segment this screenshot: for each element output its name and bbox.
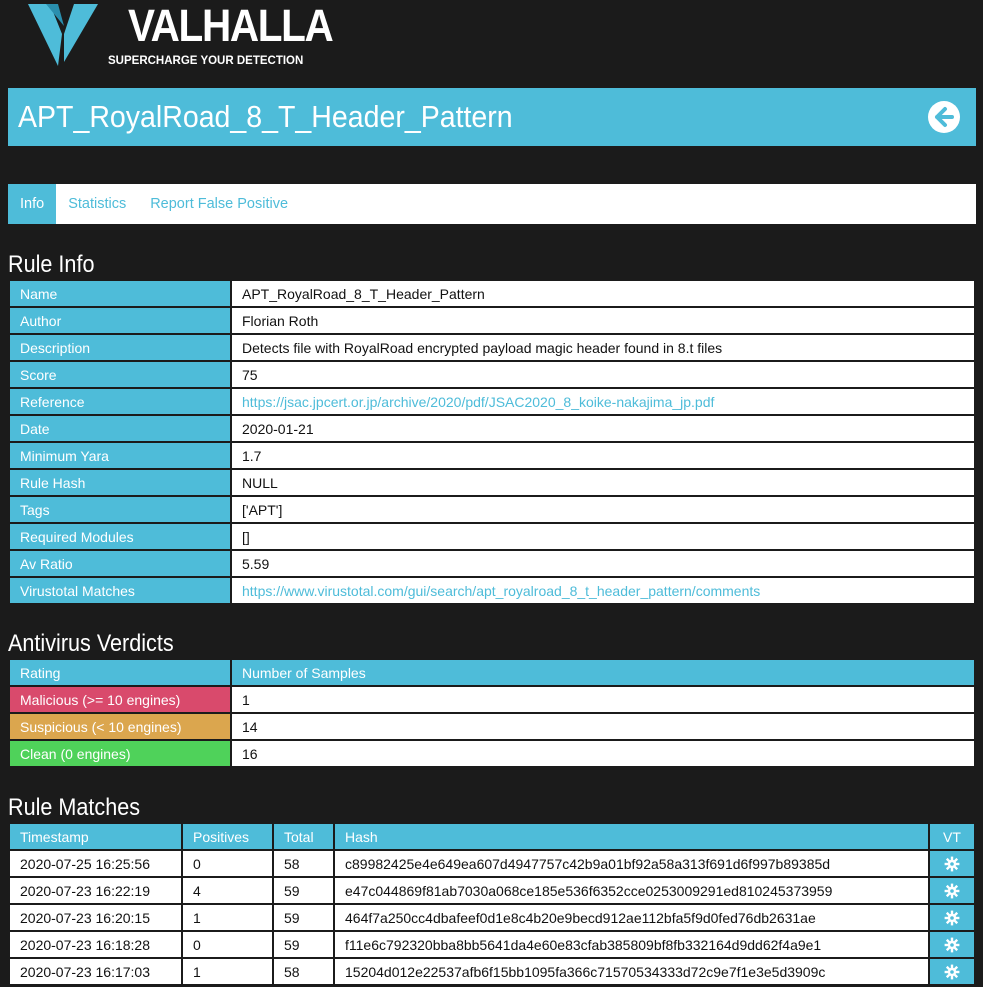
rule-info-link[interactable]: https://jsac.jpcert.or.jp/archive/2020/pdf/JSAC2020_8_koike-nakajima_jp.pdf	[242, 393, 715, 410]
match-timestamp: 2020-07-25 16:25:56	[9, 850, 182, 877]
valhalla-v-icon	[28, 4, 100, 66]
rule-info-value: 2020-01-21	[242, 420, 314, 437]
brand-tagline: SUPERCHARGE YOUR DETECTION	[108, 55, 304, 67]
rule-info-key: Av Ratio	[9, 550, 231, 577]
rule-info-value-cell	[231, 361, 975, 388]
match-total: 59	[273, 904, 334, 931]
rule-info-row	[9, 334, 975, 361]
rule-info-key: Reference	[9, 388, 231, 415]
rule-info-row	[9, 415, 975, 442]
rule-info-row	[9, 550, 975, 577]
tab-statistics[interactable]: Statistics	[68, 196, 127, 212]
rule-info-link[interactable]: https://www.virustotal.com/gui/search/apt_royalroad_8_t_header_pattern/comments	[242, 582, 761, 599]
av-sample-count: 1	[231, 686, 975, 713]
match-row	[9, 931, 975, 958]
av-rating: Malicious (>= 10 engines)	[9, 686, 231, 713]
av-verdict-row	[9, 686, 975, 713]
rule-info-key: Author	[9, 307, 231, 334]
av-verdicts-table	[8, 658, 976, 768]
rule-info-row	[9, 469, 975, 496]
column-header-total: Total	[273, 823, 334, 850]
page-title: APT_RoyalRoad_8_T_Header_Pattern	[18, 99, 513, 134]
rule-info-value-cell	[231, 496, 975, 523]
rule-matches-heading: Rule Matches	[8, 794, 141, 821]
rule-info-value: Florian Roth	[242, 312, 319, 329]
column-header-vt: VT	[929, 823, 975, 850]
match-total: 58	[273, 850, 334, 877]
rule-info-value-cell	[231, 388, 975, 415]
rule-info-row	[9, 442, 975, 469]
av-rating: Suspicious (< 10 engines)	[9, 713, 231, 740]
rule-info-value: NULL	[242, 474, 278, 491]
rule-info-value: APT_RoyalRoad_8_T_Header_Pattern	[242, 285, 485, 302]
match-hash: c89982425e4e649ea607d4947757c42b9a01bf92a58a313f691d6f997b89385d	[334, 850, 929, 877]
av-sample-count: 16	[231, 740, 975, 767]
brand-name: VALHALLA	[128, 0, 333, 51]
rule-info-row	[9, 361, 975, 388]
match-positives: 1	[182, 958, 273, 985]
gear-icon	[944, 937, 960, 953]
rule-info-key: Date	[9, 415, 231, 442]
rule-info-value-cell	[231, 334, 975, 361]
column-header-positives: Positives	[182, 823, 273, 850]
match-timestamp: 2020-07-23 16:18:28	[9, 931, 182, 958]
match-total: 59	[273, 877, 334, 904]
rule-info-value: 1.7	[242, 447, 262, 464]
rule-info-key: Name	[9, 280, 231, 307]
rule-info-value-cell	[231, 442, 975, 469]
rule-info-key: Virustotal Matches	[9, 577, 231, 604]
rule-title-bar	[8, 88, 976, 146]
match-total: 58	[273, 958, 334, 985]
rule-info-value: Detects file with RoyalRoad encrypted payload magic header found in 8.t files	[242, 339, 723, 356]
rule-info-value-cell	[231, 469, 975, 496]
rule-info-value-cell	[231, 280, 975, 307]
match-total: 59	[273, 931, 334, 958]
tab-bar	[8, 184, 976, 224]
virustotal-link-button[interactable]	[929, 931, 975, 958]
rule-info-value-cell	[231, 577, 975, 604]
rule-info-row	[9, 523, 975, 550]
valhalla-logo[interactable]	[28, 0, 333, 68]
match-hash: 464f7a250cc4dbafeef0d1e8c4b20e9becd912ae112bfa5f9d0fed76db2631ae	[334, 904, 929, 931]
match-row	[9, 850, 975, 877]
gear-icon	[944, 964, 960, 980]
rule-info-value: 5.59	[242, 555, 270, 572]
rule-info-key: Score	[9, 361, 231, 388]
match-timestamp: 2020-07-23 16:20:15	[9, 904, 182, 931]
column-header-hash: Hash	[334, 823, 929, 850]
match-hash: e47c044869f81ab7030a068ce185e536f6352cce0253009291ed810245373959	[334, 877, 929, 904]
tab-info[interactable]: Info	[8, 184, 56, 224]
match-timestamp: 2020-07-23 16:17:03	[9, 958, 182, 985]
gear-icon	[944, 856, 960, 872]
back-button[interactable]	[928, 101, 960, 133]
match-positives: 4	[182, 877, 273, 904]
av-verdict-row	[9, 713, 975, 740]
match-hash: f11e6c792320bba8bb5641da4e60e83cfab385809bf8fb332164d9dd62f4a9e1	[334, 931, 929, 958]
virustotal-link-button[interactable]	[929, 958, 975, 985]
rule-info-value: 75	[242, 366, 258, 383]
arrow-left-icon	[928, 101, 960, 133]
rule-info-value: ['APT']	[242, 501, 283, 518]
match-hash: 15204d012e22537afb6f15bb1095fa366c71570534333d72c9e7f1e3e5d3909c	[334, 958, 929, 985]
rule-info-value-cell	[231, 307, 975, 334]
rule-info-table	[8, 279, 976, 605]
rule-info-row	[9, 280, 975, 307]
match-timestamp: 2020-07-23 16:22:19	[9, 877, 182, 904]
rule-info-row	[9, 307, 975, 334]
rule-info-key: Required Modules	[9, 523, 231, 550]
column-header-number-of-samples: Number of Samples	[231, 659, 975, 686]
rule-info-value-cell	[231, 550, 975, 577]
rule-info-key: Rule Hash	[9, 469, 231, 496]
virustotal-link-button[interactable]	[929, 904, 975, 931]
rule-info-row	[9, 388, 975, 415]
match-row	[9, 904, 975, 931]
rule-matches-table	[8, 822, 976, 986]
rule-info-key: Minimum Yara	[9, 442, 231, 469]
match-positives: 1	[182, 904, 273, 931]
column-header-timestamp: Timestamp	[9, 823, 182, 850]
gear-icon	[944, 910, 960, 926]
column-header-rating: Rating	[9, 659, 231, 686]
match-positives: 0	[182, 931, 273, 958]
av-sample-count: 14	[231, 713, 975, 740]
rule-info-key: Description	[9, 334, 231, 361]
rule-info-value-cell	[231, 523, 975, 550]
tab-report-false-positive[interactable]: Report False Positive	[150, 196, 289, 212]
rule-info-value-cell	[231, 415, 975, 442]
rule-info-value: []	[242, 528, 250, 545]
av-verdict-row	[9, 740, 975, 767]
rule-info-heading: Rule Info	[8, 251, 95, 278]
av-rating: Clean (0 engines)	[9, 740, 231, 767]
match-row	[9, 877, 975, 904]
virustotal-link-button[interactable]	[929, 877, 975, 904]
av-verdicts-heading: Antivirus Verdicts	[8, 630, 174, 657]
rule-info-row	[9, 496, 975, 523]
virustotal-link-button[interactable]	[929, 850, 975, 877]
rule-info-row	[9, 577, 975, 604]
rule-info-key: Tags	[9, 496, 231, 523]
gear-icon	[944, 883, 960, 899]
match-positives: 0	[182, 850, 273, 877]
match-row	[9, 958, 975, 985]
